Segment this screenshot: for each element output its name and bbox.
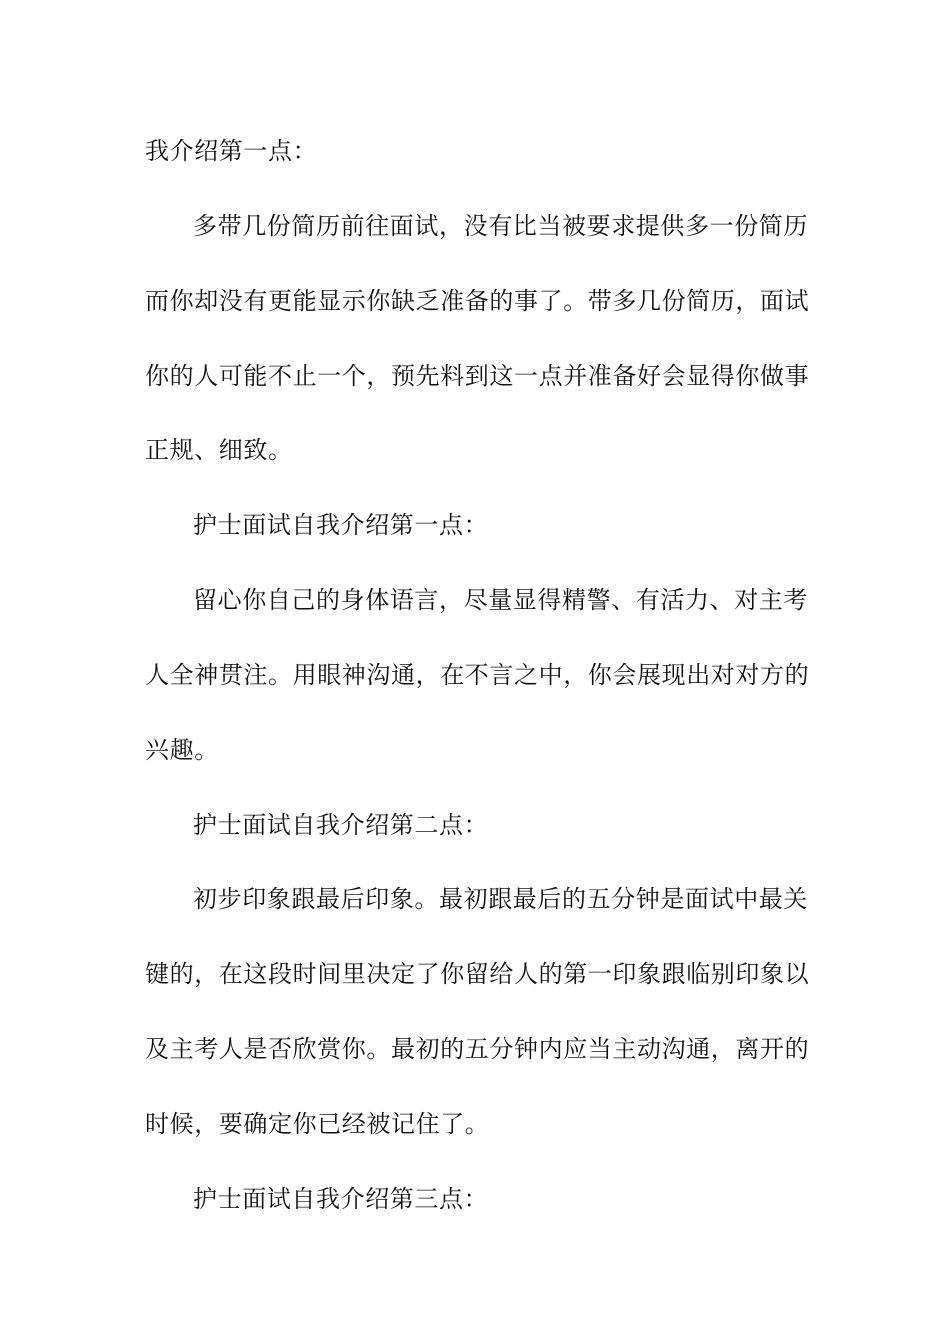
paragraph-line: 时候，要确定你已经被记住了。	[145, 1110, 490, 1138]
paragraph-line: 而你却没有更能显示你缺乏准备的事了。带多几份简历，面试	[145, 287, 810, 315]
paragraph-line: 多带几份简历前往面试，没有比当被要求提供多一份简历	[193, 212, 808, 240]
paragraph-line: 人全神贯注。用眼神沟通，在不言之中，你会展现出对对方的	[145, 661, 810, 689]
section-heading: 护士面试自我介绍第一点：	[193, 511, 489, 539]
paragraph-line: 及主考人是否欣赏你。最初的五分钟内应当主动沟通，离开的	[145, 1035, 810, 1063]
paragraph-line: 兴趣。	[145, 736, 219, 764]
text-line: 我介绍第一点：	[145, 137, 318, 165]
paragraph-line: 留心你自己的身体语言，尽量显得精警、有活力、对主考	[193, 586, 808, 614]
paragraph-line: 你的人可能不止一个，预先料到这一点并准备好会显得你做事	[145, 362, 810, 390]
section-heading: 护士面试自我介绍第三点：	[193, 1185, 489, 1213]
paragraph-line: 初步印象跟最后印象。最初跟最后的五分钟是面试中最关	[193, 885, 808, 913]
paragraph-line: 键的，在这段时间里决定了你留给人的第一印象跟临别印象以	[145, 960, 810, 988]
section-heading: 护士面试自我介绍第二点：	[193, 811, 489, 839]
paragraph-line: 正规、细致。	[145, 436, 293, 464]
